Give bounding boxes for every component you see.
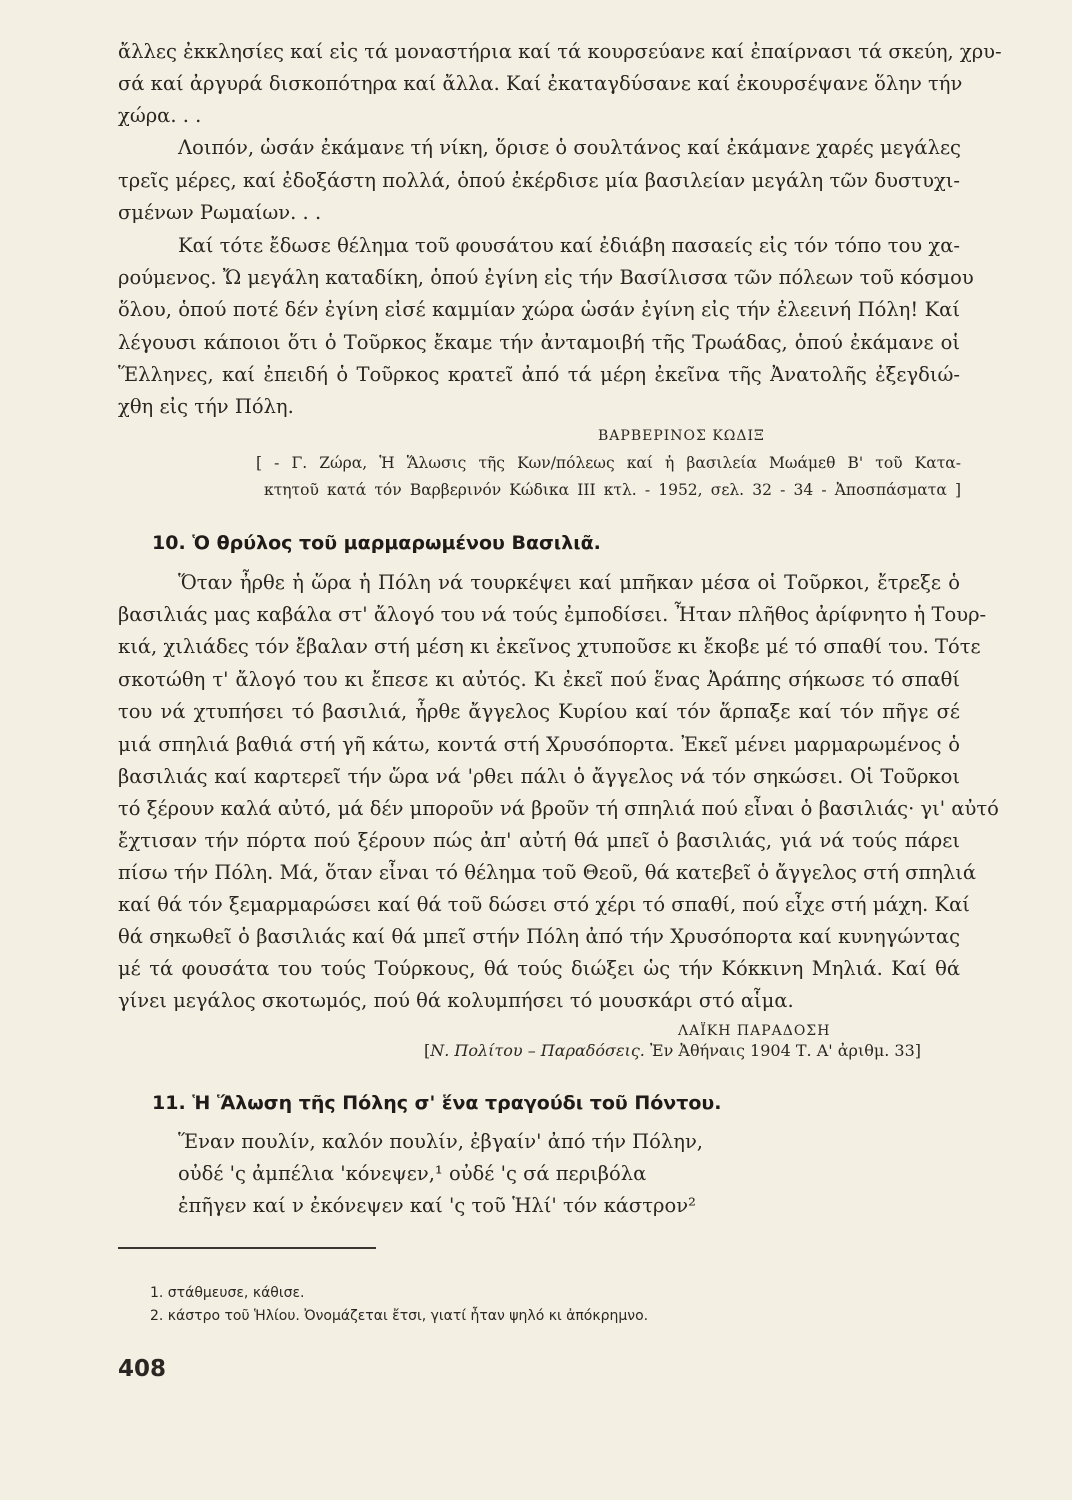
body-line: σά καί ἀργυρά δισκοπότηρα καί ἄλλα. Καί ἐκαταγδύσανε καί ἐκουρσέψανε ὅλην τήν (118, 72, 963, 95)
body-line: Καί τότε ἔδωσε θέλημα τοῦ φουσάτου καί ἐδιάβη πασαείς εἰς τόν τόπο του χα- (178, 234, 960, 257)
body-line: σμένων Ρωμαίων. . . (118, 201, 322, 224)
body-line: ὅλου, ὁπού ποτέ δέν ἐγίνη εἰσέ καμμίαν χώρα ὡσάν ἐγίνη εἰς τήν ἐλεεινή Πόλη! Καί (118, 298, 960, 321)
body-line: ἔχτισαν τήν πόρτα πού ξέρουν πώς ἀπ' αὐτή θά μπεῖ ὁ βασιλιάς, γιά νά τούς πάρει (118, 829, 960, 852)
page-number: 408 (118, 1356, 167, 1382)
poem-line: ἐπῆγεν καί ν ἐκόνεψεν καί 'ς τοῦ Ἡλί' τόν κάστρον² (178, 1194, 696, 1217)
source-label: ΛΑΪΚΗ ΠΑΡΑΔΟΣΗ (678, 1023, 831, 1039)
body-line: σκοτώθη τ' ἄλογό του κι ἔπεσε κι αὐτός. Κι ἐκεῖ πού ἕνας Ἀράπης σήκωσε τό σπαθί (118, 668, 960, 691)
body-line: κιά, χιλιάδες τόν ἔβαλαν στή μέση κι ἐκεῖνος χτυποῦσε κι ἔκοβε μέ τό σπαθί του. Τότε (118, 635, 981, 658)
poem-line: Ἕναν πουλίν, καλόν πουλίν, ἐβγαίν' ἀπό τήν Πόλην, (178, 1130, 703, 1153)
body-line: καί θά τόν ξεμαρμαρώσει καί θά τοῦ δώσει στό χέρι τό σπαθί, πού εἶχε στή μάχη. Καί (118, 893, 970, 916)
footnote: 1. στάθμευσε, κάθισε. (150, 1285, 305, 1301)
citation-line: [ - Γ. Ζώρα, Ἡ Ἅλωσις τῆς Κων/πόλεως καί ἡ βασιλεία Μωάμεθ Β' τοῦ Κατα- (256, 454, 961, 472)
citation-line: [Ν. Πολίτου – Παραδόσεις. Ἐν Ἀθήναις 1904 Τ. Α' ἀριθμ. 33] (424, 1041, 922, 1060)
body-line: του νά χτυπήσει τό βασιλιά, ἦρθε ἄγγελος Κυρίου καί τόν ἅρπαξε καί τόν πῆγε σέ (118, 700, 960, 723)
body-line: λέγουσι κάποιοι ὅτι ὁ Τοῦρκος ἔκαμε τήν ἀνταμοιβή τῆς Τρωάδας, ὁπού ἐκάμανε οἱ (118, 331, 960, 354)
body-line: μιά σπηλιά βαθιά στή γῆ κάτω, κοντά στή Χρυσόπορτα. Ἐκεῖ μένει μαρμαρωμένος ὁ (118, 733, 960, 756)
body-line: τρεῖς μέρες, καί ἐδοξάστη πολλά, ὁπού ἐκέρδισε μία βασιλείαν μεγάλη τῶν δυστυχι- (118, 169, 960, 192)
body-line: μέ τά φουσάτα του τούς Τούρκους, θά τούς διώξει ὡς τήν Κόκκινη Μηλιά. Καί θά (118, 957, 960, 980)
body-line: Λοιπόν, ὡσάν ἐκάμανε τή νίκη, ὅρισε ὁ σουλτάνος καί ἐκάμανε χαρές μεγάλες (178, 136, 961, 159)
body-line: ρούμενος. Ὤ μεγάλη καταδίκη, ὁπού ἐγίνη εἰς τήν Βασίλισσα τῶν πόλεων τοῦ κόσμου (118, 266, 974, 289)
section-heading: 11. Ἡ Ἅλωση τῆς Πόλης σ' ἕνα τραγούδι τοῦ Πόντου. (152, 1092, 722, 1114)
source-label: ΒΑΡΒΕΡΙΝΟΣ ΚΩΔΙΞ (598, 428, 765, 444)
body-line: χθη εἰς τήν Πόλη. (118, 395, 294, 418)
body-line: Ὅταν ἦρθε ἡ ὥρα ἡ Πόλη νά τουρκέψει καί μπῆκαν μέσα οἱ Τοῦρκοι, ἔτρεξε ὁ (178, 571, 960, 594)
body-line: βασιλιάς καί καρτερεῖ τήν ὥρα νά 'ρθει πάλι ὁ ἄγγελος νά τόν σηκώσει. Οἱ Τοῦρκοι (118, 765, 960, 788)
body-line: τό ξέρουν καλά αὐτό, μά δέν μποροῦν νά βροῦν τή σπηλιά πού εἶναι ὁ βασιλιάς· γι' αὐτό (118, 797, 999, 820)
footnote: 2. κάστρο τοῦ Ἡλίου. Ὀνομάζεται ἔτσι, γιατί ἦταν ψηλό κι ἀπόκρημνο. (150, 1308, 649, 1324)
poem-line: οὐδέ 'ς ἀμπέλια 'κόνεψεν,¹ οὐδέ 'ς σά περιβόλα (178, 1162, 647, 1185)
body-line: γίνει μεγάλος σκοτωμός, πού θά κολυμπήσει τό μουσκάρι στό αἷμα. (118, 989, 794, 1012)
citation-details: Ἐν Ἀθήναις 1904 Τ. Α' ἀριθμ. 33 (649, 1041, 915, 1060)
body-line: θά σηκωθεῖ ὁ βασιλιάς καί θά μπεῖ στήν Πόλη ἀπό τήν Χρυσόπορτα καί κυνηγώντας (118, 925, 960, 948)
section-heading: 10. Ὁ θρύλος τοῦ μαρμαρωμένου Βασιλιᾶ. (152, 532, 601, 554)
body-line: βασιλιάς μας καβάλα στ' ἄλογό του νά τούς ἐμποδίσει. Ἦταν πλῆθος ἀρίφνητο ἡ Τουρ- (118, 603, 987, 626)
footnote-divider (118, 1247, 376, 1249)
citation-author: Ν. Πολίτου – Παραδόσεις. (430, 1041, 645, 1060)
body-line: ἄλλες ἐκκλησίες καί εἰς τά μοναστήρια καί τά κουρσεύανε καί ἐπαίρνασι τά σκεύη, χρυ- (118, 40, 1002, 63)
citation-line: κτητοῦ κατά τόν Βαρβερινόν Κώδικα ΙΙΙ κτλ. - 1952, σελ. 32 - 34 - Ἀποσπάσματα ] (264, 481, 961, 499)
body-line: χώρα. . . (118, 104, 202, 127)
body-line: πίσω τήν Πόλη. Μά, ὅταν εἶναι τό θέλημα τοῦ Θεοῦ, θά κατεβεῖ ὁ ἄγγελος στή σπηλιά (118, 861, 977, 884)
body-line: Ἕλληνες, καί ἐπειδή ὁ Τοῦρκος κρατεῖ ἀπό τά μέρη ἐκεῖνα τῆς Ἀνατολῆς ἐξεγδιώ- (118, 363, 960, 386)
